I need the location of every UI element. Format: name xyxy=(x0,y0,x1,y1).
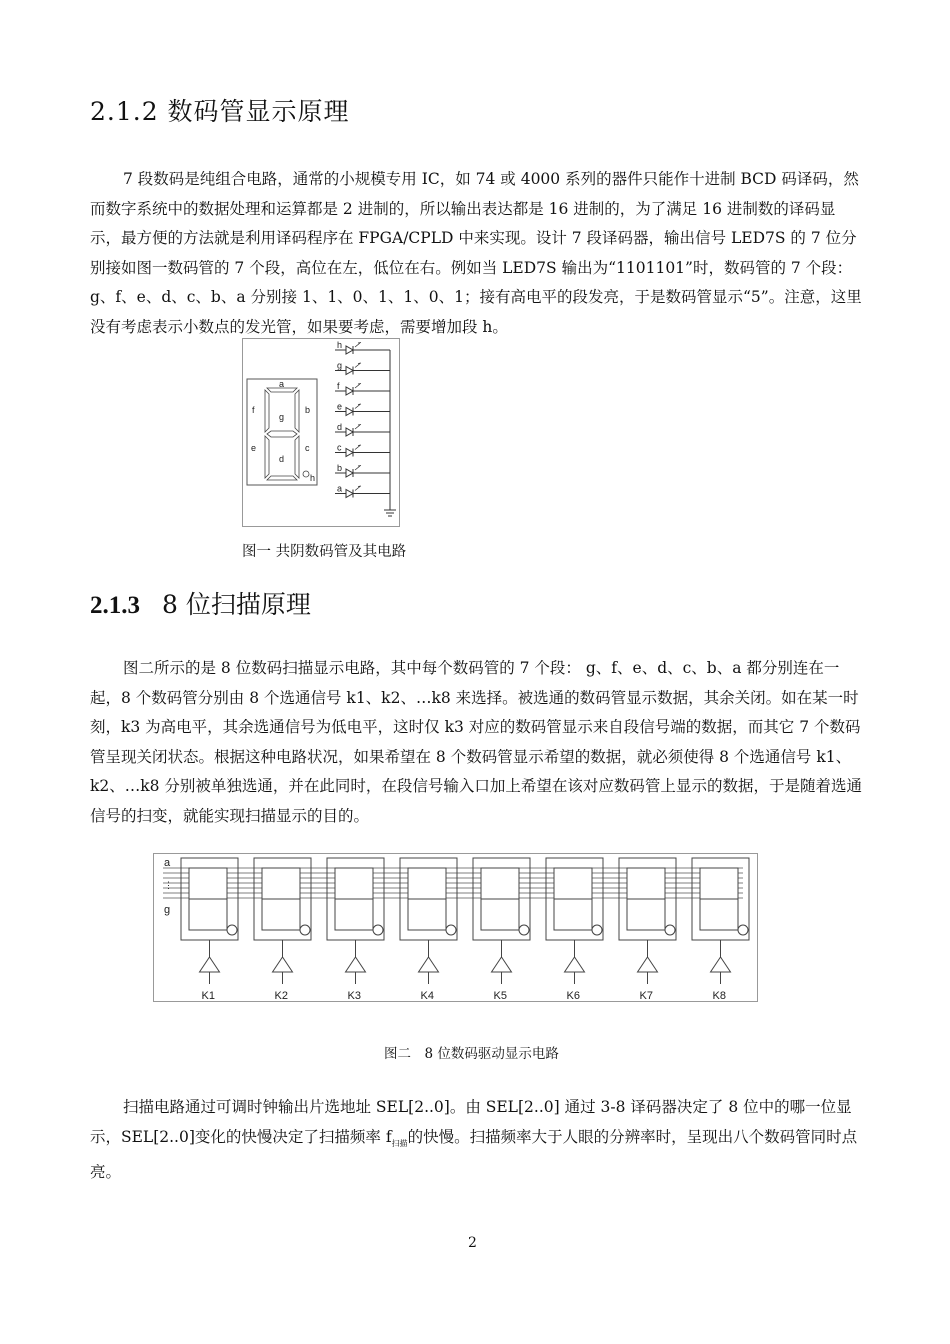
select-label-k5: K5 xyxy=(493,990,507,1002)
label-e: e xyxy=(251,443,257,453)
led-label-b: b xyxy=(337,463,343,473)
figure2-caption: 图二 8 位数码驱动显示电路 xyxy=(384,1046,559,1062)
led-label-f: f xyxy=(337,381,340,391)
paragraph-text-after: 的快慢。扫描频率大于人眼的分辨率时，呈现出八个数码管同时点亮。 xyxy=(90,1127,858,1181)
label-a: a xyxy=(279,379,285,389)
paragraph-scan-principle xyxy=(90,654,862,831)
figure1-seven-segment-circuit xyxy=(242,338,400,527)
led-label-d: d xyxy=(337,422,343,432)
bus-label-g: g xyxy=(164,904,171,916)
label-b: b xyxy=(305,405,311,415)
bus-label-dots: ⋮ xyxy=(164,880,173,890)
section-heading-2-1-3 xyxy=(90,585,311,621)
select-label-k7: K7 xyxy=(639,990,653,1002)
label-c: c xyxy=(305,443,310,453)
figure2-eight-digit-driver-circuit xyxy=(153,853,758,1002)
bus-label-a: a xyxy=(164,857,171,869)
paragraph-display-principle xyxy=(90,165,862,342)
paragraph-scan-circuit xyxy=(90,1093,862,1188)
select-label-k1: K1 xyxy=(201,990,215,1002)
paragraph-text-before: 扫描电路通过可调时钟输出片选地址 SEL[2..0]。由 SEL[2..0] 通过 3-8 译码器决定了 8 位中的哪一位显示，SEL[2..0]变化的快慢决定了扫描频率 f xyxy=(90,1098,852,1146)
label-d: d xyxy=(279,454,285,464)
section-title: 8 位扫描原理 xyxy=(162,590,311,619)
select-label-k3: K3 xyxy=(347,990,361,1002)
select-label-k2: K2 xyxy=(274,990,288,1002)
section-number: 2.1.3 xyxy=(90,592,140,619)
select-label-k8: K8 xyxy=(712,990,726,1002)
page-number: 2 xyxy=(468,1235,477,1251)
led-label-a: a xyxy=(337,483,343,494)
section-heading-2-1-2: 2.1.2 数码管显示原理 xyxy=(90,97,350,126)
paragraph-text: 7 段数码是纯组合电路，通常的小规模专用 IC，如 74 或 4000 系列的器件只能作十进制 BCD 码译码，然而数字系统中的数据处理和运算都是 2 进制的，所以输出表达都是 16 进制的，为了满足 16 进制数的译码显示，最方便的方法就是利用译码程序在 FPGA/CPLD 中来实现。设计 7 段译码器，输出信号 LED7S 的 7 位分别接如图一数码管的 7 个段，高位在左，低位在右。例如当 LED7S 输出为“1101101”时，数码管的 7 个段：g、f、e、d、c、b、a 分别接 1、1、0、1、1、0、1；接有高电平的段发亮，于是数码管显示“5”。注意，这里没有考虑表示小数点的发光管，如果要考虑，需要增加段 h。 xyxy=(90,170,862,336)
scan-subscript: 扫描 xyxy=(391,1138,408,1148)
led-label-g: g xyxy=(337,360,343,371)
led-label-e: e xyxy=(337,401,343,412)
led-label-h: h xyxy=(337,340,343,350)
led-label-c: c xyxy=(337,442,342,453)
label-f: f xyxy=(252,405,255,415)
label-g: g xyxy=(279,412,285,422)
label-h: h xyxy=(310,473,316,483)
select-label-k4: K4 xyxy=(420,990,434,1002)
figure1-caption: 图一 共阴数码管及其电路 xyxy=(242,544,407,560)
select-label-k6: K6 xyxy=(566,990,580,1002)
paragraph-text: 图二所示的是 8 位数码扫描显示电路，其中每个数码管的 7 个段： g、f、e、d、c、b、a 都分别连在一起，8 个数码管分别由 8 个选通信号 k1、k2、…k8 来选择。被选通的数码管显示数据，其余关闭。如在某一时刻，k3 为高电平，其余选通信号为低电平，这时仅 k3 对应的数码管显示来自段信号端的数据，而其它 7 个数码管呈现关闭状态。根据这种电路状况，如果希望在 8 个数码管显示希望的数据，就必须使得 8 个选通信号 k1、k2、…k8 分别被单独选通，并在此同时，在段信号输入口加上希望在该对应数码管上显示的数据，于是随着选通信号的扫变，就能实现扫描显示的目的。 xyxy=(90,659,862,825)
